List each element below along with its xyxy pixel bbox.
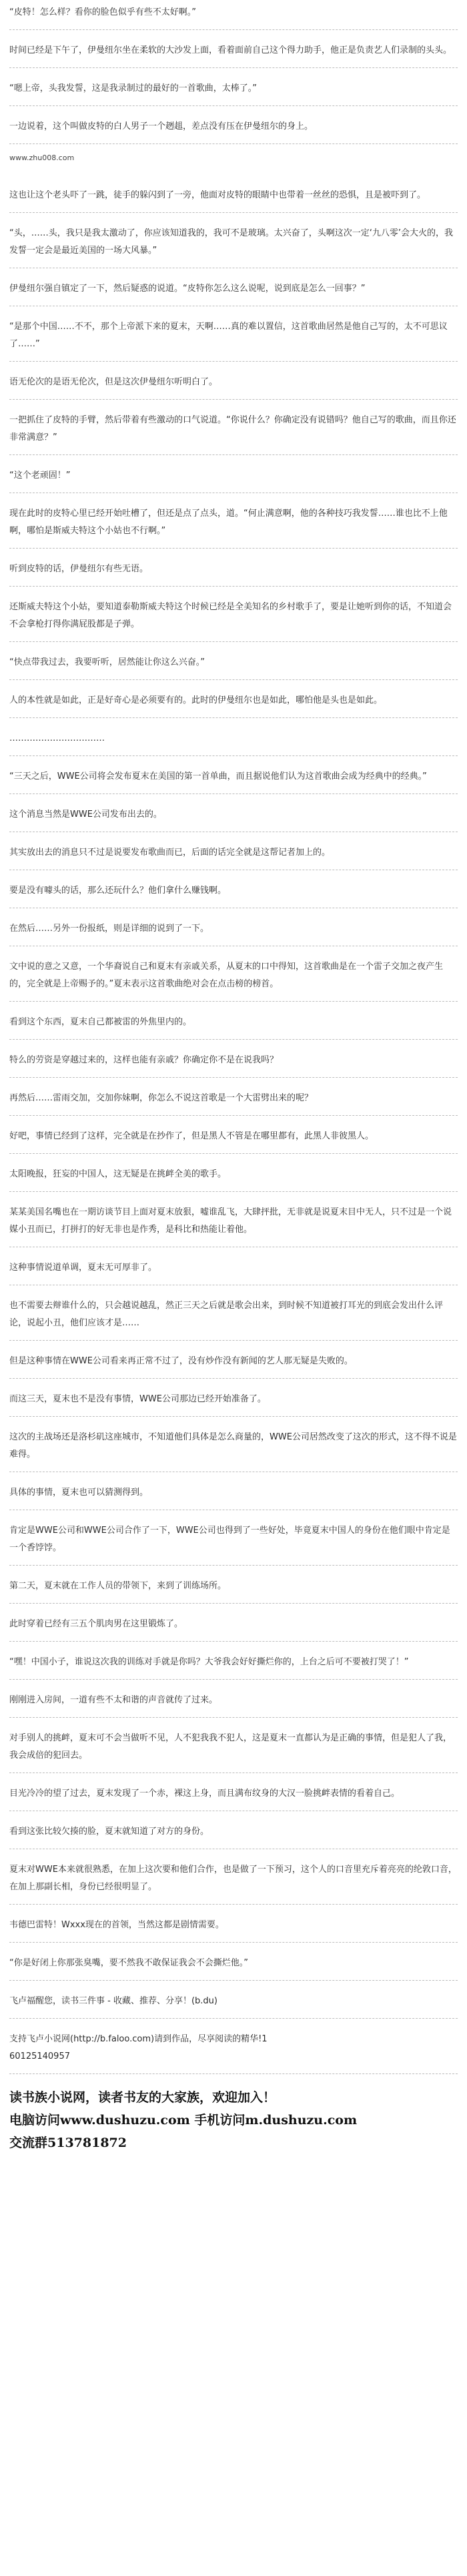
paragraph: 韦德巴雷特！Wxxx现在的首领，当然这都是剧情需要。 [9, 1917, 458, 1943]
paragraph: 这个消息当然是WWE公司发布出去的。 [9, 806, 458, 832]
paragraph: 现在此时的皮特心里已经开始吐槽了，但还是点了点头，道。“何止满意啊，他的各种技巧我发誓……谁也比不上他啊，哪怕是斯威夫特这个小姑也不行啊。” [9, 505, 458, 549]
footer-line-1: 读书族小说网，读者书友的大家族，欢迎加入！ [9, 2090, 276, 2105]
paragraph: “你是好闭上你那张臭嘴，要不然我不敢保证我会不会撕烂他。” [9, 1955, 458, 1981]
paragraph: 语无伦次的是语无伦次，但是这次伊曼纽尔听明白了。 [9, 374, 458, 400]
section-separator: …………………………… [9, 730, 458, 756]
paragraph: 这也让这个老头吓了一跳，徒手的躲闪到了一旁，他面对皮特的眼睛中也带着一丝丝的恐惧，且是被吓到了。 [9, 187, 458, 213]
paragraph: 还斯威夫特这个小姑，要知道泰勒斯威夫特这个时候已经是全美知名的乡村歌手了，要是让她听到你的话，不知道会不会拿枪打得你满屁股都是子弹。 [9, 599, 458, 642]
paragraph: 在然后……另外一份报纸，则是详细的说到了一下。 [9, 920, 458, 946]
paragraph: “这个老顽固！” [9, 467, 458, 493]
paragraph: 但是这种事情在WWE公司看来再正常不过了，没有炒作没有新闻的艺人那无疑是失败的。 [9, 1353, 458, 1379]
paragraph: 其实放出去的消息只不过是说要发布歌曲而已，后面的话完全就是这帮记者加上的。 [9, 844, 458, 870]
paragraph: 对手别人的挑衅，夏末可不会当做听不见，人不犯我我不犯人，这是夏末一直都认为是正确的事情，但是犯人了我，我会成倍的犯回去。 [9, 1730, 458, 1773]
paragraph: 一把抓住了皮特的手臂，然后带着有些激动的口气说道。“你说什么？你确定没有说错吗？他自己写的歌曲，而且你还非常满意？” [9, 412, 458, 455]
paragraph: 某某美国名嘴也在一期访谈节目上面对夏末放狠，嘘谁乱飞，大肆抨批，无非就是说夏末目中无人，只不过是一个说媒小丑而已，打拼打的好无非也是作秀，是科比和热能让着他。 [9, 1204, 458, 1247]
paragraph: 肯定是WWE公司和WWE公司合作了一下，WWE公司也得到了一些好处，毕竟夏末中国人的身份在他们眼中肯定是一个香饽饽。 [9, 1522, 458, 1566]
paragraph: “三天之后，WWE公司将会发布夏末在美国的第一首单曲，而且据说他们认为这首歌曲会成为经典中的经典。” [9, 768, 458, 794]
paragraph: 一边说着，这个叫做皮特的白人男子一个趔趄，差点没有压在伊曼纽尔的身上。 [9, 118, 458, 144]
paragraph: 太阳晚报，狂妄的中国人，这无疑是在挑衅全美的歌手。 [9, 1166, 458, 1192]
support-id: 60125140957 [9, 2048, 458, 2074]
paragraph: 第二天，夏末就在工作人员的带领下，来到了训练场所。 [9, 1578, 458, 1604]
site-url: www.zhu008.com [9, 153, 75, 162]
paragraph: 再然后……雷雨交加，交加你妹啊，你怎么不说这首歌是一个大雷劈出来的呢？ [9, 1090, 458, 1116]
paragraph: 具体的事情，夏末也可以猜测得到。 [9, 1484, 458, 1510]
paragraph: 要是没有噱头的话，那么还玩什么？他们拿什么赚钱啊。 [9, 882, 458, 908]
paragraph: 夏末对WWE本来就很熟悉，在加上这次要和他们合作，也是做了一下预习，这个人的口音里充斥着亮亮的纶敦口音，在加上那副长相，身份已经很明显了。 [9, 1861, 458, 1905]
paragraph: 看到这个东西，夏末自己都被雷的外焦里内的。 [9, 1014, 458, 1040]
paragraph: 看到这张比较欠揍的脸，夏末就知道了对方的身份。 [9, 1823, 458, 1849]
paragraph: “皮特！怎么样？看你的脸色似乎有些不太好啊。” [9, 4, 458, 30]
support-link[interactable]: 支持飞卢小说网(http://b.faloo.com)请到作品，尽享阅读的精华!1 [9, 2034, 268, 2044]
paragraph: 好吧，事情已经到了这样，完全就是在抄作了，但是黑人不管是在哪里都有，此黑人非彼黑人。 [9, 1128, 458, 1154]
support-line [9, 2031, 458, 2048]
paragraph: 人的本性就是如此，正是好奇心是必须要有的。此时的伊曼纽尔也是如此，哪怕他是头也是如此。 [9, 692, 458, 718]
paragraph: 此时穿着已经有三五个肌肉男在这里锻炼了。 [9, 1616, 458, 1642]
site-footer [9, 2086, 458, 2154]
closing-note: 飞卢福醒您，读书三件事 - 收藏、推荐、分享！(b.du) [9, 1993, 458, 2019]
paragraph: 而这三天，夏末也不是没有事情，WWE公司那边已经开始准备了。 [9, 1391, 458, 1417]
paragraph: 伊曼纽尔强自镇定了一下，然后疑惑的说道。“皮特你怎么这么说呢，说到底是怎么一回事？” [9, 280, 458, 306]
paragraph: “头，……头，我只是我太激动了，你应该知道我的，我可不是玻璃。太兴奋了，头啊这次一定‘九八零’会大火的，我发誓一定会是最近美国的一场大风暴。” [9, 225, 458, 268]
paragraph: 目光冷冷的望了过去，夏末发现了一个赤，裸这上身，而且满布纹身的大汉一脸挑衅表情的看着自己。 [9, 1785, 458, 1811]
paragraph: 这种事情说道单调，夏末无可厚非了。 [9, 1259, 458, 1285]
paragraph: “嘿！中国小子，谁说这次我的训练对手就是你吗？大爷我会好好撕烂你的，上台之后可不要被打哭了！” [9, 1654, 458, 1680]
paragraph: 文中说的意之又意，一个华裔说自己和夏末有亲戚关系，从夏末的口中得知，这首歌曲是在一个雷子交加之夜产生的，完全就是上帝赐予的。”夏末表示这首歌曲绝对会在点击榜的榜首。 [9, 958, 458, 1002]
paragraph: 也不需要去辩谁什么的，只会越说越乱，然正三天之后就是歌会出来，到时候不知道被打耳光的到底会发出什么评论，说起小丑，他们应该才是…… [9, 1297, 458, 1341]
footer-line-2: 电脑访问www.dushuzu.com 手机访问m.dushuzu.com [9, 2113, 358, 2128]
paragraph: “嗯上帝，头我发誓，这是我录制过的最好的一首歌曲，太棒了。” [9, 80, 458, 106]
paragraph: 听到皮特的话，伊曼纽尔有些无语。 [9, 561, 458, 587]
paragraph: 这次的主战场还是洛杉矶这座城市，不知道他们具体是怎么商量的，WWE公司居然改变了这次的形式，这不得不说是难得。 [9, 1429, 458, 1472]
paragraph: 时间已经是下午了，伊曼纽尔坐在柔软的大沙发上面，看着面前自己这个得力助手，他正是负责艺人们录制的头头。 [9, 42, 458, 68]
paragraph: “是那个中国……不不，那个上帝派下来的夏末，天啊……真的难以置信，这首歌曲居然是他自己写的，太不可思议了……” [9, 318, 458, 362]
paragraph: 特么的劳资是穿越过来的，这样也能有亲戚？你确定你不是在说我吗？ [9, 1052, 458, 1078]
footer-line-3: 交流群513781872 [9, 2136, 127, 2150]
paragraph: “快点带我过去，我要听听，居然能让你这么兴奋。” [9, 654, 458, 680]
article-body [9, 4, 458, 2074]
paragraph: 刚刚进入房间，一道有些不太和谐的声音就传了过来。 [9, 1692, 458, 1718]
